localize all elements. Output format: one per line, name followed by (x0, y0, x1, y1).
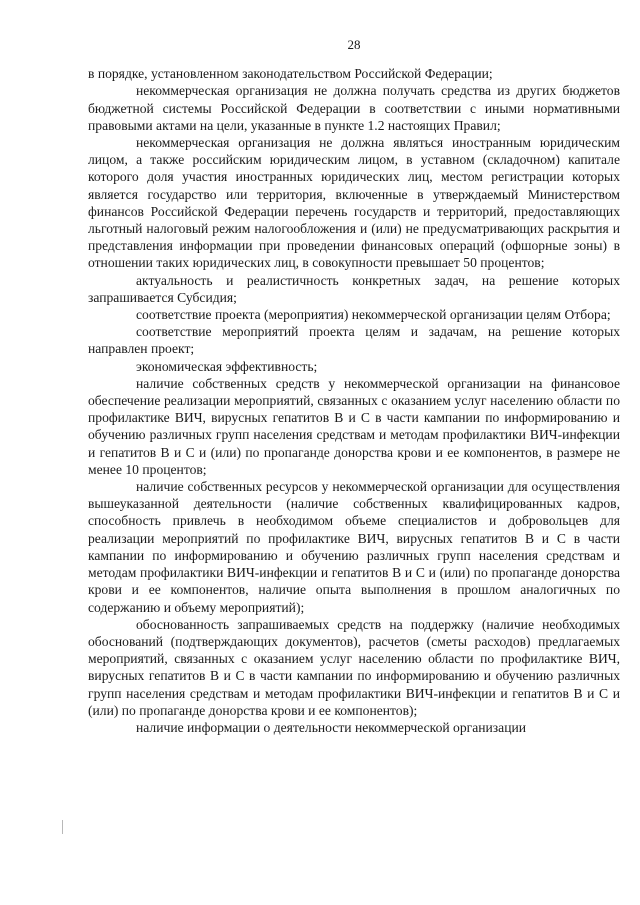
paragraph-own-resources: наличие собственных ресурсов у некоммерческой организации для осуществления вышеуказанной деятельности (наличие собственных квалифицированных кадров, способность привлечь в необходимом объеме специалистов и добровольцев для реализации мероприятий по профилактике ВИЧ, вирусных гепатитов В и С в части кампании по информированию и обучению различных групп населения средствам и методам профилактики ВИЧ-инфекции и гепатитов В и С и (или) по пропаганде донорства крови и ее компонентов, наличие опыта выполнения в прошлом аналогичных по содержанию и объему мероприятий); (88, 479, 620, 615)
paragraph-relevance: актуальность и реалистичность конкретных задач, на решение которых запрашивается Субсидия; (88, 272, 620, 305)
paragraph-own-funds: наличие собственных средств у некоммерческой организации на финансовое обеспечение реализации мероприятий, связанных с оказанием услуг населению области по профилактике ВИЧ, вирусных гепатитов В и С в части кампании по информированию и обучению различных групп населения средствам и методам профилактики ВИЧ-инфекции и гепатитов В и С и (или) по пропаганде донорства крови и ее компонентов, в размере не менее 10 процентов; (88, 375, 620, 477)
scan-margin-mark (62, 820, 63, 834)
document-page (88, 36, 620, 736)
paragraph-not-foreign-entity: некоммерческая организация не должна являться иностранным юридическим лицом, а также российским юридическим лицом, в уставном (складочном) капитале которого доля участия иностранных юридических лиц, местом регистрации которых является государство или территория, включенные в утверждаемый Министерством финансов Российской Федерации перечень государств и территорий, предоставляющих льготный налоговый режим налогообложения и (или) не предусматривающих раскрытия и представления информации при проведении финансовых операций (офшорные зоны) в отношении таких юридических лиц, в совокупности превышает 50 процентов; (88, 135, 620, 271)
page-number: 28 (347, 37, 361, 52)
paragraph-no-other-budget-funds: некоммерческая организация не должна получать средства из других бюджетов бюджетной системы Российской Федерации в соответствии с иными нормативными правовыми актами на цели, указанные в пункте 1.2 настоящих Правил; (88, 83, 620, 133)
paragraph-information: наличие информации о деятельности некоммерческой организации (136, 719, 527, 735)
paragraph-continuation: в порядке, установленном законодательством Российской Федерации; (88, 66, 493, 82)
paragraph-justification: обоснованность запрашиваемых средств на поддержку (наличие необходимых обоснований (подтверждающих документов), расчетов (сметы расходов) предлагаемых мероприятий, связанных с оказанием услуг населению области по профилактике ВИЧ, вирусных гепатитов В и С в части кампании по информированию и обучению различных групп населения средствам и методам профилактики ВИЧ-инфекции и гепатитов В и С и (или) по пропаганде донорства крови и ее компонентов); (88, 616, 620, 718)
paragraph-economic-efficiency: экономическая эффективность; (136, 358, 318, 374)
paragraph-project-compliance: соответствие проекта (мероприятия) некоммерческой организации целям Отбора; (136, 307, 611, 323)
paragraph-activities-compliance: соответствие мероприятий проекта целям и задачам, на решение которых направлен проект; (88, 324, 620, 357)
